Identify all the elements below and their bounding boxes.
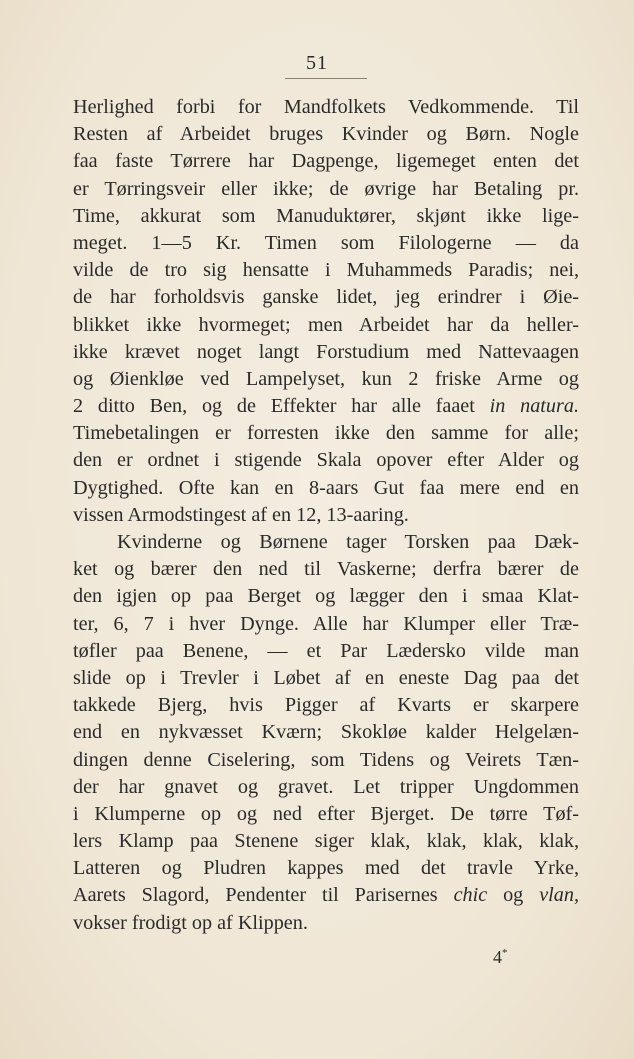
text-line: 2 ditto Ben, og de Effekter har alle faaet in natura.	[73, 395, 579, 418]
text-line: blikket ikke hvormeget; men Arbeidet har da heller-	[73, 313, 579, 336]
text-line: end en nykvæsset Kværn; Skokløe kalder Helgelæn-	[73, 721, 579, 744]
text-line: lers Klamp paa Stenene siger klak, klak, klak, klak,	[73, 830, 579, 853]
text-line: vissen Armodstingest af en 12, 13-aaring.	[73, 503, 409, 526]
page-number-rule	[285, 78, 367, 79]
text-line: ket og bærer den ned til Vaskerne; derfra bærer de	[73, 558, 579, 581]
text-line: og Øienkløe ved Lampelyset, kun 2 friske Arme og	[73, 367, 579, 390]
text-line: de har forholdsvis ganske lidet, jeg erindrer i Øie-	[73, 286, 579, 309]
text-line: Herlighed forbi for Mandfolkets Vedkommende. Til	[73, 96, 579, 118]
text-line: Time, akkurat som Manuduktører, skjønt ikke lige-	[73, 204, 579, 227]
text-line: Aarets Slagord, Pendenter til Parisernes chic og vlan,	[73, 884, 579, 907]
text-line: den er ordnet i stigende Skala opover efter Alder og	[73, 449, 579, 472]
text-line: vilde de tro sig hensatte i Muhammeds Paradis; nei,	[73, 259, 579, 282]
text-line: Timebetalingen er forresten ikke den samme for alle;	[73, 422, 579, 445]
text-line: faa faste Tørrere har Dagpenge, ligemeget enten det	[73, 150, 579, 173]
text-line: meget. 1—5 Kr. Timen som Filologerne — da	[73, 231, 579, 254]
body-text	[73, 94, 579, 937]
text-line: vokser frodigt op af Klippen.	[73, 911, 308, 934]
text-line: takkede Bjerg, hvis Pigger af Kvarts er skarpere	[73, 694, 579, 717]
text-line: Kvinderne og Børnene tager Torsken paa Dæk-	[117, 531, 579, 553]
page-number: 51	[306, 52, 328, 74]
text-line: slide op i Trevler i Løbet af en eneste Dag paa det	[73, 666, 579, 689]
text-line: Latteren og Pludren kappes med det travle Yrke,	[73, 857, 579, 880]
text-line: er Tørringsveir eller ikke; de øvrige har Betaling pr.	[73, 177, 579, 200]
text-line: ikke krævet noget langt Forstudium med Nattevaagen	[73, 340, 579, 363]
text-line: den igjen op paa Berget og lægger den i smaa Klat-	[73, 585, 579, 608]
text-line: Dygtighed. Ofte kan en 8-aars Gut faa mere end en	[73, 476, 579, 499]
text-line: Resten af Arbeidet bruges Kvinder og Børn. Nogle	[73, 123, 579, 146]
text-line: tøfler paa Benene, — et Par Lædersko vilde man	[73, 639, 579, 662]
text-line: der har gnavet og gravet. Let tripper Ungdommen	[73, 775, 579, 798]
text-line: i Klumperne op og ned efter Bjerget. De tørre Tøf-	[73, 802, 579, 825]
signature-mark: 4*	[493, 947, 508, 967]
text-line: dingen denne Ciselering, som Tidens og Veirets Tæn-	[73, 748, 579, 771]
text-line: ter, 6, 7 i hver Dynge. Alle har Klumper eller Træ-	[73, 612, 579, 635]
